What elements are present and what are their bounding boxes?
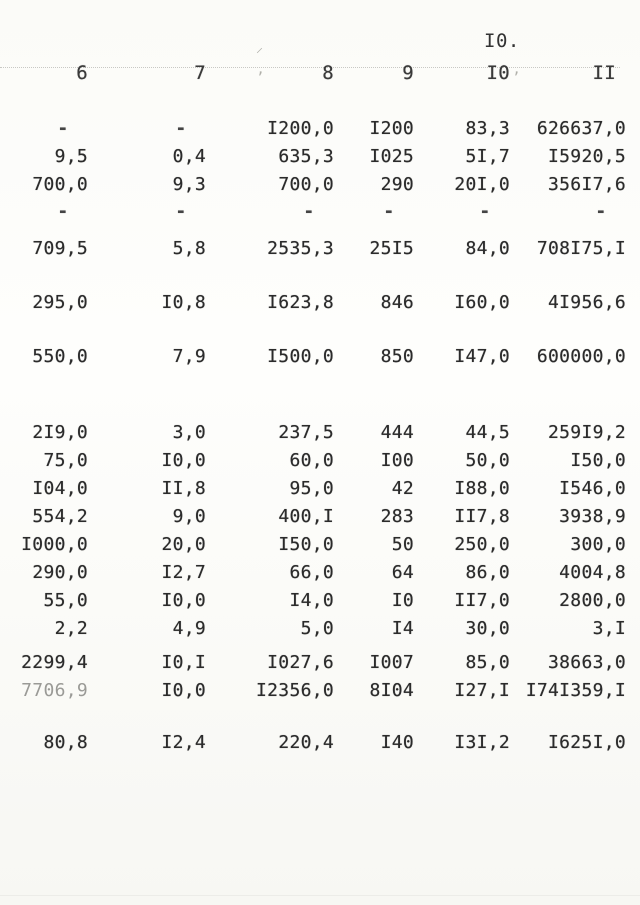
table-cell: 66,0 xyxy=(289,562,334,583)
table-cell: II7,8 xyxy=(454,506,510,527)
table-cell: 25I5 xyxy=(369,238,414,259)
table-cell: 5,0 xyxy=(300,618,334,639)
table-cell: I60,0 xyxy=(454,292,510,313)
table-cell: 64 xyxy=(391,562,414,583)
table-cell: 2I9,0 xyxy=(32,422,88,443)
page-number: I0. xyxy=(484,30,520,52)
table-cell-dash: - xyxy=(175,201,187,222)
pencil-mark-icon: ʼ xyxy=(256,70,265,86)
table-cell: I0,8 xyxy=(161,292,206,313)
table-cell: 400,I xyxy=(278,506,334,527)
table-cell: 600000,0 xyxy=(536,346,626,367)
table-cell: I74I359,I xyxy=(525,680,626,701)
table-cell-dash: - xyxy=(479,201,491,222)
table-cell: I200 xyxy=(369,118,414,139)
table-cell-dash: - xyxy=(57,118,69,139)
table-cell: 50 xyxy=(391,534,414,555)
table-cell: 2299,4 xyxy=(21,652,88,673)
table-cell: II7,0 xyxy=(454,590,510,611)
table-cell: 2535,3 xyxy=(267,238,334,259)
table-cell: I0,0 xyxy=(161,680,206,701)
table-cell: 290,0 xyxy=(32,562,88,583)
table-cell: 83,3 xyxy=(465,118,510,139)
table-cell: 290 xyxy=(380,174,414,195)
table-cell: 75,0 xyxy=(43,450,88,471)
table-cell: I0,0 xyxy=(161,450,206,471)
table-cell: 9,5 xyxy=(54,146,88,167)
table-cell: 259I9,2 xyxy=(548,422,626,443)
table-cell: 50,0 xyxy=(465,450,510,471)
table-cell: II,8 xyxy=(161,478,206,499)
table-cell: 4,9 xyxy=(172,618,206,639)
table-cell: I200,0 xyxy=(267,118,334,139)
table-cell: 9,3 xyxy=(172,174,206,195)
table-cell-dash: - xyxy=(303,201,315,222)
table-cell: 550,0 xyxy=(32,346,88,367)
table-cell: 846 xyxy=(380,292,414,313)
table-cell: I623,8 xyxy=(267,292,334,313)
table-cell: 9,0 xyxy=(172,506,206,527)
column-header: II xyxy=(592,62,616,84)
table-cell: 220,4 xyxy=(278,732,334,753)
table-cell: I3I,2 xyxy=(454,732,510,753)
table-cell: 30,0 xyxy=(465,618,510,639)
pencil-mark-icon: ⸝ xyxy=(256,40,263,56)
table-cell: 7706,9 xyxy=(21,680,88,701)
table-cell: 8I04 xyxy=(369,680,414,701)
table-cell: I025 xyxy=(369,146,414,167)
table-cell: 300,0 xyxy=(570,534,626,555)
table-cell: 4I956,6 xyxy=(548,292,626,313)
table-cell: 250,0 xyxy=(454,534,510,555)
table-cell: 38663,0 xyxy=(548,652,626,673)
table-cell: 4004,8 xyxy=(559,562,626,583)
table-cell: 86,0 xyxy=(465,562,510,583)
table-cell: 356I7,6 xyxy=(548,174,626,195)
table-cell: I0 xyxy=(391,590,414,611)
table-cell: I2,7 xyxy=(161,562,206,583)
table-cell: I007 xyxy=(369,652,414,673)
table-cell: 95,0 xyxy=(289,478,334,499)
table-cell: I2,4 xyxy=(161,732,206,753)
table-cell: 700,0 xyxy=(32,174,88,195)
table-cell: 626637,0 xyxy=(536,118,626,139)
table-cell: 554,2 xyxy=(32,506,88,527)
table-cell: I27,I xyxy=(454,680,510,701)
column-header: 8 xyxy=(322,62,334,84)
table-cell: 283 xyxy=(380,506,414,527)
table-cell: I00 xyxy=(380,450,414,471)
table-cell: I546,0 xyxy=(559,478,626,499)
table-cell-dash: - xyxy=(175,118,187,139)
table-cell: I2356,0 xyxy=(256,680,334,701)
table-cell: I0,0 xyxy=(161,590,206,611)
table-cell: 708I75,I xyxy=(536,238,626,259)
table-cell: I500,0 xyxy=(267,346,334,367)
table-cell: I40 xyxy=(380,732,414,753)
table-cell: 237,5 xyxy=(278,422,334,443)
table-cell: I4,0 xyxy=(289,590,334,611)
table-cell: 2,2 xyxy=(54,618,88,639)
table-cell: 3,0 xyxy=(172,422,206,443)
table-cell: I88,0 xyxy=(454,478,510,499)
table-cell: 60,0 xyxy=(289,450,334,471)
table-cell: 7,9 xyxy=(172,346,206,367)
table-cell: 55,0 xyxy=(43,590,88,611)
table-cell: 850 xyxy=(380,346,414,367)
table-cell: 5I,7 xyxy=(465,146,510,167)
table-cell: 42 xyxy=(391,478,414,499)
table-cell-dash: - xyxy=(383,201,395,222)
table-cell-dash: - xyxy=(595,201,607,222)
table-cell: 84,0 xyxy=(465,238,510,259)
table-cell: 635,3 xyxy=(278,146,334,167)
column-header: I0 xyxy=(486,62,510,84)
table-cell: I50,0 xyxy=(570,450,626,471)
table-cell: 80,8 xyxy=(43,732,88,753)
table-cell-dash: - xyxy=(57,201,69,222)
table-cell: 5,8 xyxy=(172,238,206,259)
table-cell: I47,0 xyxy=(454,346,510,367)
table-cell: I04,0 xyxy=(32,478,88,499)
table-cell: 709,5 xyxy=(32,238,88,259)
table-cell: I000,0 xyxy=(21,534,88,555)
table-cell: 444 xyxy=(380,422,414,443)
table-cell: 85,0 xyxy=(465,652,510,673)
table-cell: 0,4 xyxy=(172,146,206,167)
column-header: 6 xyxy=(76,62,88,84)
table-cell: 295,0 xyxy=(32,292,88,313)
table-cell: I027,6 xyxy=(267,652,334,673)
page-bottom-edge xyxy=(0,895,640,896)
table-cell: 44,5 xyxy=(465,422,510,443)
table-cell: 20,0 xyxy=(161,534,206,555)
table-cell: 2800,0 xyxy=(559,590,626,611)
table-cell: I5920,5 xyxy=(548,146,626,167)
table-cell: 700,0 xyxy=(278,174,334,195)
table-cell: I4 xyxy=(391,618,414,639)
pencil-mark-icon: ʼ xyxy=(512,70,521,86)
table-cell: 3938,9 xyxy=(559,506,626,527)
column-header: 9 xyxy=(402,62,414,84)
table-cell: 20I,0 xyxy=(454,174,510,195)
table-cell: I0,I xyxy=(161,652,206,673)
table-cell: I625I,0 xyxy=(548,732,626,753)
column-header: 7 xyxy=(194,62,206,84)
table-cell: 3,I xyxy=(592,618,626,639)
table-cell: I50,0 xyxy=(278,534,334,555)
